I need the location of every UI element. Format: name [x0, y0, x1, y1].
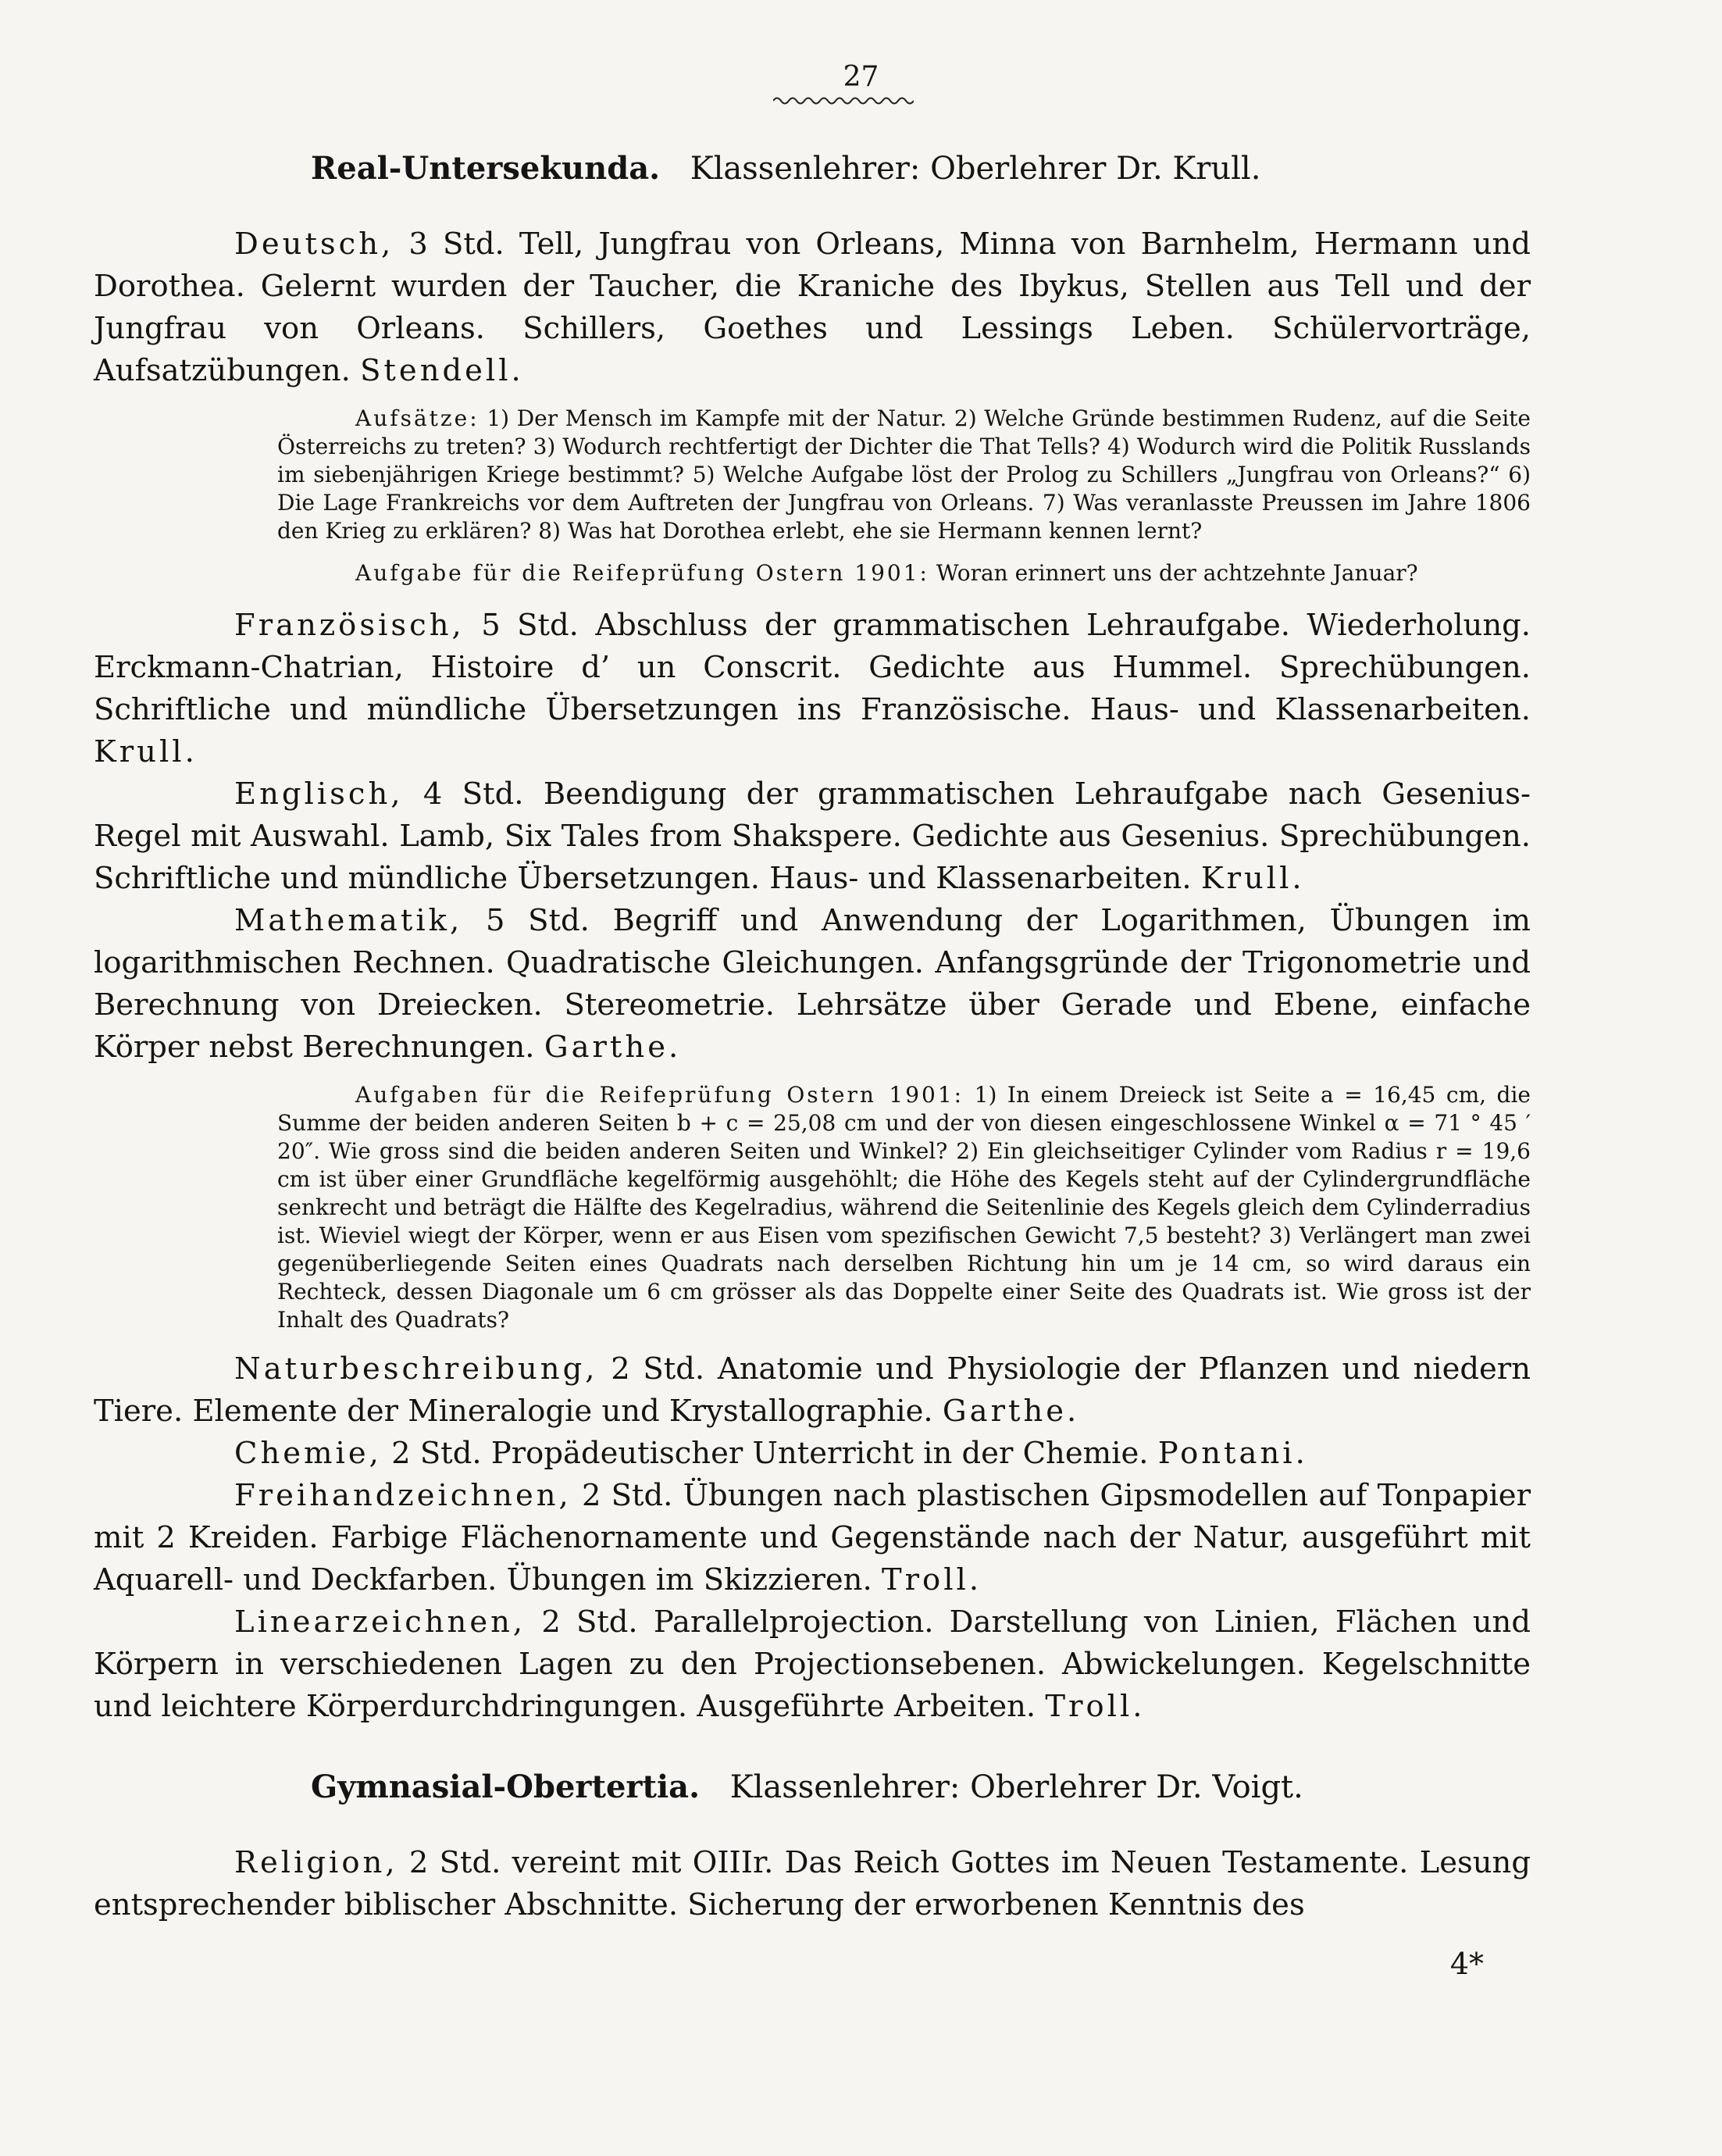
subject-hours: 5 Std. [485, 903, 590, 938]
subject-name: Französisch, [234, 608, 465, 643]
subject-text: Parallelprojection. Darstellung von Linien, Flächen und Körpern in verschiedenen Lagen zu den Projectionsebenen. Abwickelungen. Kegelschnitte und leichtere Körperdurchdringungen. Ausgeführte Arbeiten. [94, 1605, 1531, 1724]
subject-freihandzeichnen [94, 1475, 1531, 1601]
subject-hours: 2 Std. vereint mit OIIIr. [408, 1845, 774, 1880]
subject-teacher: Troll. [1045, 1689, 1146, 1724]
subject-naturbeschreibung [94, 1348, 1531, 1433]
class-heading-obertertia [311, 1767, 1531, 1808]
subject-chemie [94, 1433, 1531, 1475]
subject-teacher: Krull. [94, 734, 198, 769]
subject-text: Propädeutischer Unterricht in der Chemie. [490, 1436, 1149, 1471]
subject-teacher: Garthe. [942, 1394, 1080, 1429]
page-content [94, 141, 1531, 1926]
reife-mathe-text: 1) In einem Dreieck ist Seite a = 16,45 cm, die Summe der beiden anderen Seiten b + c = 25,08 cm und der von diesen eingeschlossene Winkel α = 71 ° 45 ′ 20″. Wie gross sind die beiden anderen Seiten und Winkel? 2) Ein gleichseitiger Cylinder vom Radius r = 19,6 cm ist über einer Grundfläche kegelförmig ausgehöhlt; die Höhe des Kegels steht auf der Cylindergrundfläche senkrecht und beträgt die Hälfte des Kegelradius, während die Seitenlinie des Kegels gleich dem Cylinderradius ist. Wieviel wiegt der Körper, wenn er aus Eisen vom spezifischen Gewicht 7,5 besteht? 3) Verlängert man zwei gegenüberliegende Seiten eines Quadrats nach derselben Richtung hin um je 14 cm, so wird daraus ein Rechteck, dessen Diagonale um 6 cm grösser als das Doppelte einer Seite des Quadrats ist. Wie gross ist der Inhalt des Quadrats? [277, 1082, 1531, 1333]
reife-mathe-block [94, 1081, 1531, 1334]
subject-hours: 2 Std. [391, 1436, 482, 1471]
subject-mathematik [94, 900, 1531, 1069]
subject-name: Naturbeschreibung, [234, 1351, 598, 1387]
subject-name: Deutsch, [234, 227, 394, 262]
class-name: Gymnasial-Obertertia. [311, 1769, 701, 1805]
class-heading-untersekunda [311, 148, 1531, 189]
subject-teacher: Garthe. [544, 1030, 682, 1065]
class-teacher: Klassenlehrer: Oberlehrer Dr. Krull. [690, 151, 1261, 187]
reife-deutsch-label: Aufgabe für die Reifeprüfung Ostern 1901: [355, 560, 929, 586]
subject-hours: 3 Std. [408, 227, 504, 262]
subject-text: Anatomie und Physiologie der Pflanzen und niedern Tiere. Elemente der Mineralogie und Krystallographie. [94, 1351, 1531, 1429]
signature-mark: 4* [1449, 1947, 1484, 1981]
subject-franzoesisch [94, 605, 1531, 773]
subject-teacher: Troll. [881, 1562, 982, 1597]
subject-linearzeichnen [94, 1601, 1531, 1728]
reife-deutsch-block [94, 559, 1531, 587]
subject-name: Religion, [234, 1845, 398, 1880]
subject-teacher: Pontani. [1157, 1436, 1308, 1471]
subject-text: Abschluss der grammatischen Lehraufgabe. Wiederholung. Erckmann-Chatrian, Histoire d’ un Conscrit. Gedichte aus Hummel. Sprechübungen. Schriftliche und mündliche Übersetzungen ins Französische. Haus- und Klassenarbeiten. [94, 608, 1531, 727]
aufsaetze-block [94, 405, 1531, 545]
class-name: Real-Untersekunda. [311, 150, 661, 187]
reife-mathe-label: Aufgaben für die Reifeprüfung Ostern 1901: [355, 1082, 964, 1108]
subject-text: Beendigung der grammatischen Lehraufgabe nach Gesenius-Regel mit Auswahl. Lamb, Six Tales from Shakspere. Gedichte aus Gesenius. Sprechübungen. Schriftliche und mündliche Übersetzungen. Haus- und Klassenarbeiten. [94, 776, 1531, 896]
subject-name: Freihandzeichnen, [234, 1478, 572, 1513]
ornament-divider [773, 95, 914, 106]
subject-text: Tell, Jungfrau von Orleans, Minna von Barnhelm, Hermann und Dorothea. Gelernt wurden der Taucher, die Kraniche des Ibykus, Stellen aus Tell und der Jungfrau von Orleans. Schillers, Goethes und Lessings Leben. Schülervorträge, Aufsatzübungen. [94, 227, 1531, 388]
aufsaetze-text: 1) Der Mensch im Kampfe mit der Natur. 2) Welche Gründe bestimmen Rudenz, auf die Seite Österreichs zu treten? 3) Wodurch rechtfertigt der Dichter die That Tells? 4) Wodurch wird die Politik Russlands im siebenjährigen Kriege bestimmt? 5) Welche Aufgabe löst der Prolog zu Schillers „Jungfrau von Orleans?“ 6) Die Lage Frankreichs vor dem Auftreten der Jungfrau von Orleans. 7) Was veranlasste Preussen im Jahre 1806 den Krieg zu erklären? 8) Was hat Dorothea erlebt, ehe sie Hermann kennen lernt? [277, 405, 1531, 544]
class-teacher: Klassenlehrer: Oberlehrer Dr. Voigt. [729, 1769, 1303, 1805]
subject-englisch [94, 773, 1531, 900]
subject-hours: 2 Std. [541, 1605, 638, 1640]
subject-hours: 2 Std. [581, 1478, 673, 1513]
page-number: 27 [843, 61, 879, 93]
subject-hours: 4 Std. [422, 776, 524, 812]
aufsaetze-label: Aufsätze: [355, 405, 480, 431]
subject-name: Chemie, [234, 1436, 382, 1471]
subject-deutsch [94, 223, 1531, 392]
subject-name: Mathematik, [234, 903, 463, 938]
reife-deutsch-text: Woran erinnert uns der achtzehnte Januar? [936, 560, 1418, 586]
subject-teacher: Krull. [1200, 861, 1305, 896]
subject-hours: 5 Std. [481, 608, 579, 643]
subject-hours: 2 Std. [611, 1351, 705, 1387]
subject-name: Englisch, [234, 776, 404, 812]
subject-text: Das Reich Gottes im Neuen Testamente. Lesung entsprechender biblischer Abschnitte. Sicherung der erworbenen Kenntnis des [94, 1845, 1531, 1922]
subject-text: Begriff und Anwendung der Logarithmen, Übungen im logarithmischen Rechnen. Quadratische Gleichungen. Anfangsgründe der Trigonometrie und Berechnung von Dreiecken. Stereometrie. Lehrsätze über Gerade und Ebene, einfache Körper nebst Berechnungen. [94, 903, 1531, 1065]
subject-text: Übungen nach plastischen Gipsmodellen auf Tonpapier mit 2 Kreiden. Farbige Flächenornamente und Gegenstände nach der Natur, ausgeführt mit Aquarell- und Deckfarben. Übungen im Skizzieren. [94, 1478, 1531, 1597]
subject-name: Linearzeichnen, [234, 1605, 526, 1640]
subject-religion [94, 1842, 1531, 1926]
subject-teacher: Stendell. [360, 353, 524, 388]
